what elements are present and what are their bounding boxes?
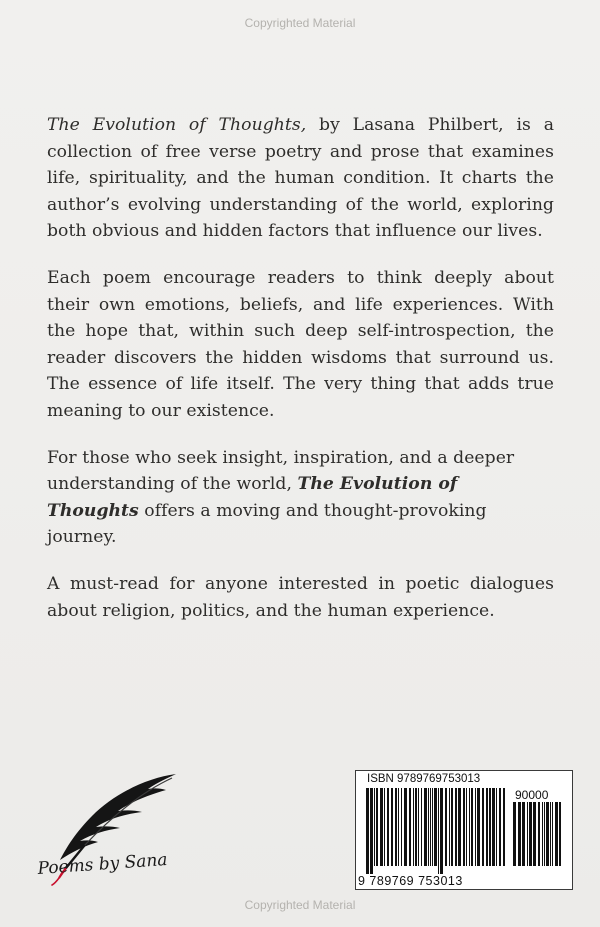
barcode-bar xyxy=(421,788,422,866)
barcode-bar xyxy=(477,788,480,866)
barcode-bar xyxy=(428,788,429,866)
watermark-top: Copyrighted Material xyxy=(244,16,356,30)
barcode-bar xyxy=(513,802,516,866)
barcode-bar xyxy=(384,788,385,866)
barcode-bar xyxy=(518,802,521,866)
logo-wordmark: Poems by Sana xyxy=(36,849,169,879)
barcode-bar xyxy=(499,788,501,866)
barcode-bar xyxy=(366,788,369,874)
barcode-digits: 9 789769 753013 xyxy=(358,874,463,888)
barcode-bar xyxy=(458,788,461,866)
barcode-bar xyxy=(489,788,491,866)
barcode-bar xyxy=(370,788,373,874)
barcode-bar xyxy=(376,788,378,866)
back-cover-blurb xyxy=(47,112,554,644)
barcode-bar xyxy=(533,802,536,866)
barcode-bar xyxy=(550,802,551,866)
barcode-bar xyxy=(415,788,417,866)
barcode-bar xyxy=(449,788,450,866)
barcode-bar xyxy=(401,788,402,866)
barcode-bar xyxy=(430,788,431,866)
barcode-bar xyxy=(413,788,414,866)
barcode-bar xyxy=(434,788,437,866)
isbn-label: ISBN 9789769753013 xyxy=(367,773,481,785)
barcode-bar xyxy=(503,788,505,866)
barcode-bar xyxy=(559,802,561,866)
barcode-bar xyxy=(471,788,473,866)
barcode-bar xyxy=(492,788,495,866)
barcode-bar xyxy=(418,788,419,866)
barcode-bar xyxy=(482,788,484,866)
barcode-bar xyxy=(398,788,399,866)
isbn-barcode xyxy=(355,770,573,890)
blurb-paragraph-2: Each poem encourage readers to think deeply about their own emotions, beliefs, and life experiences. With the hope that, within such deep self-introspection, the reader discovers the hidden wisdoms that surround us. The essence of life itself. The very thing that adds true meaning to our existence. xyxy=(47,267,554,421)
barcode-bar xyxy=(466,788,467,866)
barcode-bar xyxy=(404,788,407,866)
blurb-paragraph-4: A must-read for anyone interested in poetic dialogues about religion, politics, and the human experience. xyxy=(47,573,554,621)
barcode-bar xyxy=(542,802,543,866)
barcode-bar xyxy=(486,788,488,866)
barcode-bar xyxy=(424,788,427,866)
barcode-bar xyxy=(387,788,389,866)
barcode-bar xyxy=(440,788,443,874)
barcode-bar xyxy=(552,802,553,866)
barcode-bar xyxy=(475,788,476,866)
barcode-bar xyxy=(380,788,383,866)
barcode-bar xyxy=(527,802,528,866)
barcode-bar xyxy=(438,788,439,874)
barcode-bar xyxy=(432,788,433,866)
barcode-bar xyxy=(555,802,558,866)
barcode-bar xyxy=(451,788,453,866)
book-title: The Evolution of Thoughts, xyxy=(47,115,307,135)
blurb-paragraph-3-text-before: For those who seek insight, inspiration, and a deeper understanding of the world, xyxy=(47,447,515,495)
barcode-bar xyxy=(469,788,470,866)
barcode-bar xyxy=(395,788,397,866)
watermark-bottom: Copyrighted Material xyxy=(244,898,356,912)
barcode-bar xyxy=(455,788,457,866)
publisher-logo xyxy=(26,772,202,894)
barcode-bar xyxy=(544,802,545,866)
blurb-paragraph-3 xyxy=(47,445,554,551)
blurb-paragraph-3-text-after: offers a moving and thought-provoking journey. xyxy=(47,500,487,548)
barcode-bar xyxy=(409,788,411,866)
blurb-paragraph-1 xyxy=(47,112,554,245)
barcode-bar xyxy=(522,802,525,866)
barcode-bar xyxy=(546,802,549,866)
barcode-bar xyxy=(538,802,540,866)
blurb-paragraph-1-text: by Lasana Philbert, is a collection of free verse poetry and prose that examines life, spirituality, and the human condition. It charts the author’s evolving understanding of the world, exploring both obvious and hidden factors that influence our lives. xyxy=(47,115,554,242)
barcode-bar xyxy=(529,802,532,866)
book-title-bold: The Evolution of Thoughts xyxy=(47,474,458,521)
barcode-bar xyxy=(496,788,497,866)
ean13-bars xyxy=(366,788,506,876)
price-addon-label: 90000 xyxy=(515,788,549,802)
barcode-bar xyxy=(445,788,447,866)
addon-bars xyxy=(513,802,563,876)
barcode-bar xyxy=(463,788,465,866)
barcode-bar xyxy=(391,788,393,866)
barcode-bar xyxy=(374,788,375,866)
